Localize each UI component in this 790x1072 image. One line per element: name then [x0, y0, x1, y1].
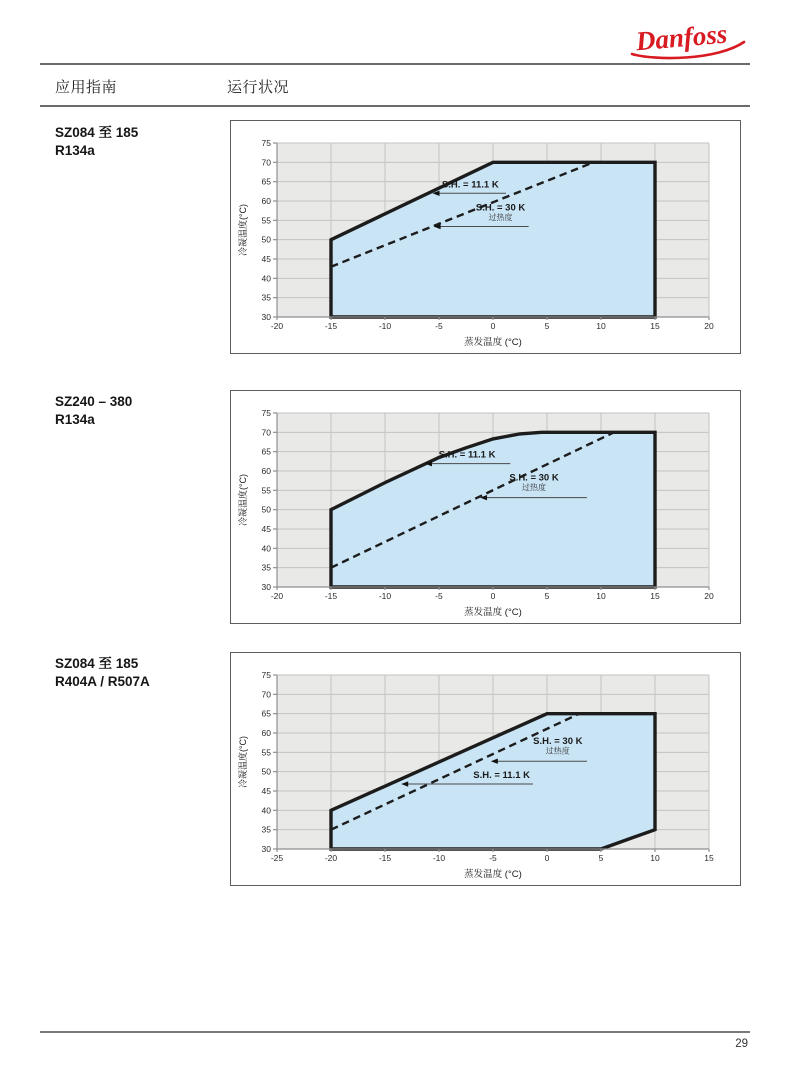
annotation-label: S.H. = 30 K: [509, 472, 559, 484]
y-tick-label: 40: [261, 273, 271, 284]
chart-box-3: [230, 652, 741, 886]
x-tick-label: 5: [598, 853, 604, 863]
x-tick-label: -15: [324, 321, 338, 331]
y-tick-label: 40: [261, 543, 271, 554]
y-tick-label: 60: [261, 466, 271, 476]
operating-envelope-chart-1: [231, 121, 740, 353]
y-tick-label: 35: [261, 562, 271, 573]
x-tick-label: 10: [650, 853, 660, 863]
header-divider-bottom: [40, 105, 750, 107]
header-doc-type: 应用指南: [55, 79, 118, 96]
x-tick-label: -5: [435, 591, 443, 601]
annotation-label: S.H. = 30 K: [475, 202, 526, 214]
y-tick-label: 55: [261, 485, 271, 496]
y-tick-label: 65: [261, 708, 271, 719]
y-tick-label: 45: [261, 524, 271, 534]
page-number: 29: [735, 1038, 748, 1050]
chart-box-2: [230, 390, 741, 624]
model-label-2: [55, 393, 220, 429]
annotation-label: S.H. = 11.1 K: [438, 449, 496, 461]
y-tick-label: 45: [261, 786, 271, 796]
y-tick-label: 75: [261, 138, 271, 148]
y-tick-label: 55: [261, 747, 271, 758]
y-tick-label: 50: [261, 766, 271, 777]
annotation-sub-label: 过热度: [488, 213, 513, 223]
x-axis-title: 蒸发温度 (°C): [464, 337, 522, 348]
model-label-3: [55, 655, 220, 691]
model-label-1: [55, 124, 220, 160]
x-tick-label: -20: [270, 321, 284, 331]
x-tick-label: -10: [378, 591, 392, 601]
superheat-annotation: [433, 179, 506, 196]
y-tick-label: 75: [261, 670, 271, 680]
x-tick-label: 15: [650, 591, 660, 601]
y-tick-label: 35: [261, 824, 271, 835]
y-tick-label: 30: [261, 312, 271, 322]
model-name: SZ084 至 185: [55, 656, 139, 671]
y-tick-label: 70: [261, 689, 271, 700]
x-tick-label: -5: [489, 853, 497, 863]
model-refrigerant: R404A / R507A: [55, 674, 150, 690]
x-tick-label: 10: [596, 321, 606, 331]
x-tick-label: 15: [650, 321, 660, 331]
x-tick-label: -20: [270, 591, 284, 601]
y-tick-label: 75: [261, 408, 271, 418]
annotation-sub-label: 过热度: [522, 483, 547, 493]
x-tick-label: -20: [324, 853, 338, 863]
x-tick-label: 0: [544, 853, 550, 863]
chart-box-1: [230, 120, 741, 354]
danfoss-logo: [626, 16, 748, 64]
header-section-title: 运行状况: [227, 79, 290, 96]
y-tick-label: 70: [261, 427, 271, 438]
x-tick-label: 5: [544, 591, 550, 601]
y-tick-label: 60: [261, 196, 271, 206]
y-tick-label: 50: [261, 234, 271, 245]
operating-envelope-chart-3: [231, 653, 740, 885]
annotation-label: S.H. = 30 K: [533, 735, 583, 747]
y-tick-label: 50: [261, 504, 271, 515]
x-tick-label: 0: [490, 321, 496, 331]
y-tick-label: 60: [261, 728, 271, 738]
x-tick-label: 10: [596, 591, 606, 601]
x-tick-label: -15: [378, 853, 392, 863]
y-tick-label: 70: [261, 157, 271, 168]
x-tick-label: -10: [432, 853, 446, 863]
annotation-label: S.H. = 11.1 K: [441, 179, 499, 191]
x-tick-label: -10: [378, 321, 392, 331]
y-axis-title: 冷凝温度(°C): [238, 735, 248, 789]
danfoss-logo-text: Danfoss: [634, 18, 729, 57]
x-tick-label: -25: [270, 853, 284, 863]
x-tick-label: -15: [324, 591, 338, 601]
y-tick-label: 65: [261, 446, 271, 457]
y-axis-title: 冷凝温度(°C): [238, 203, 248, 257]
y-tick-label: 30: [261, 844, 271, 854]
x-tick-label: 0: [490, 591, 496, 601]
y-tick-label: 40: [261, 805, 271, 816]
annotation-sub-label: 过热度: [545, 746, 570, 756]
model-name: SZ240 – 380: [55, 394, 133, 409]
x-tick-label: 5: [544, 321, 550, 331]
model-name: SZ084 至 185: [55, 125, 139, 140]
x-tick-label: 20: [704, 591, 714, 601]
x-axis-title: 蒸发温度 (°C): [464, 869, 522, 880]
x-tick-label: -5: [435, 321, 443, 331]
operating-envelope-chart-2: [231, 391, 740, 623]
x-tick-label: 20: [704, 321, 714, 331]
annotation-label: S.H. = 11.1 K: [473, 770, 531, 782]
footer-divider: [40, 1031, 750, 1033]
header-divider-top: [40, 63, 750, 65]
x-axis-title: 蒸发温度 (°C): [464, 607, 522, 618]
x-tick-label: 15: [704, 853, 714, 863]
y-tick-label: 45: [261, 254, 271, 264]
y-tick-label: 30: [261, 582, 271, 592]
y-tick-label: 55: [261, 215, 271, 226]
model-refrigerant: R134a: [55, 412, 95, 428]
y-tick-label: 65: [261, 176, 271, 187]
y-axis-title: 冷凝温度(°C): [238, 473, 248, 527]
y-tick-label: 35: [261, 292, 271, 303]
model-refrigerant: R134a: [55, 143, 95, 159]
